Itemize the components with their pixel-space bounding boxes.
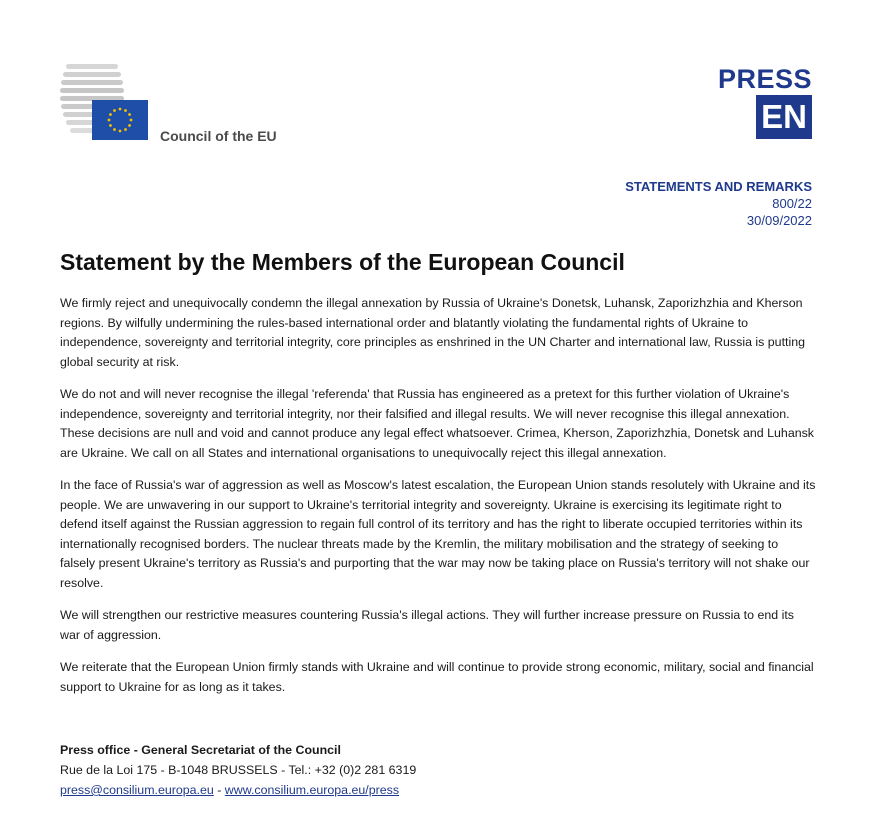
eu-star-icon	[124, 128, 127, 131]
council-emblem-icon	[60, 62, 160, 146]
release-meta	[625, 178, 812, 229]
council-name: Council of the EU	[160, 128, 277, 144]
paragraph: We reiterate that the European Union firmly stands with Ukraine and will continue to provide strong economic, military, social and financial support to Ukraine for as long as it takes.	[60, 660, 814, 694]
eu-star-icon	[113, 128, 116, 131]
statement-body	[60, 294, 816, 710]
paragraph: We will strengthen our restrictive measures countering Russia's illegal actions. They will further increase pressure on Russia to end its war of aggression.	[60, 608, 794, 642]
press-office-footer	[60, 740, 820, 800]
paragraph: We firmly reject and unequivocally condemn the illegal annexation by Russia of Ukraine's Donetsk, Luhansk, Zaporizhzhia and Kherson regions. By wilfully undermining the rules-based international order and blatantly violating the fundamental rights of Ukraine to independence, sovereignty and territorial integrity, core principles as enshrined in the UN Charter and international law, Russia is putting global security at risk.	[60, 296, 805, 369]
contact-separator: -	[213, 783, 225, 797]
eu-star-icon	[124, 109, 127, 112]
press-office-name: Press office - General Secretariat of the Council	[60, 743, 341, 757]
paragraph: In the face of Russia's war of aggression as well as Moscow's latest escalation, the European Union stands resolutely with Ukraine and its people. We are unwavering in our support to Ukraine's territorial integrity and sovereignty. Ukraine is exercising its legitimate right to defend itself against the Russian aggression to regain full control of its territory and has the right to liberate occupied territories within its internationally recognised borders. The nuclear threats made by the Kremlin, the military mobilisation and the strategy of seeking to falsely present Ukraine's territory as Russia's and purporting that the war may now be taking place on Russia's territory will not shake our resolve.	[60, 478, 816, 590]
release-category: STATEMENTS AND REMARKS	[625, 179, 812, 194]
release-date: 30/09/2022	[746, 213, 812, 228]
eu-star-icon	[128, 124, 131, 127]
page-title: Statement by the Members of the European Council	[60, 249, 625, 275]
press-office-address: Rue de la Loi 175 - B-1048 BRUSSELS - Tel.: +32 (0)2 281 6319	[60, 763, 417, 777]
eu-star-icon	[119, 108, 122, 111]
council-logo	[60, 62, 320, 146]
press-label: PRESS	[717, 64, 812, 94]
eu-star-icon	[119, 130, 122, 133]
press-website-link[interactable]: www.consilium.europa.eu/press	[224, 783, 400, 797]
eu-star-icon	[128, 113, 131, 116]
language-badge: EN	[756, 95, 812, 139]
eu-star-icon	[108, 119, 111, 122]
release-number: 800/22	[772, 196, 812, 211]
press-office-contacts	[60, 780, 820, 800]
eu-star-icon	[109, 124, 112, 127]
paragraph: We do not and will never recognise the illegal 'referenda' that Russia has engineered as a pretext for this further violation of Ukraine's independence, sovereignty and territorial integrity, nor their falsified and illegal results. We will never recognise this illegal annexation. These decisions are null and void and cannot produce any legal effect whatsoever. Crimea, Kherson, Zaporizhzhia, Donetsk and Luhansk are Ukraine. We call on all States and international organisations to unequivocally reject this illegal annexation.	[60, 387, 814, 460]
eu-star-icon	[113, 109, 116, 112]
eu-star-icon	[130, 119, 133, 122]
press-email-link[interactable]: press@consilium.europa.eu	[60, 783, 214, 797]
eu-star-icon	[109, 113, 112, 116]
eu-flag-icon	[92, 100, 148, 140]
press-label-block	[692, 66, 812, 139]
